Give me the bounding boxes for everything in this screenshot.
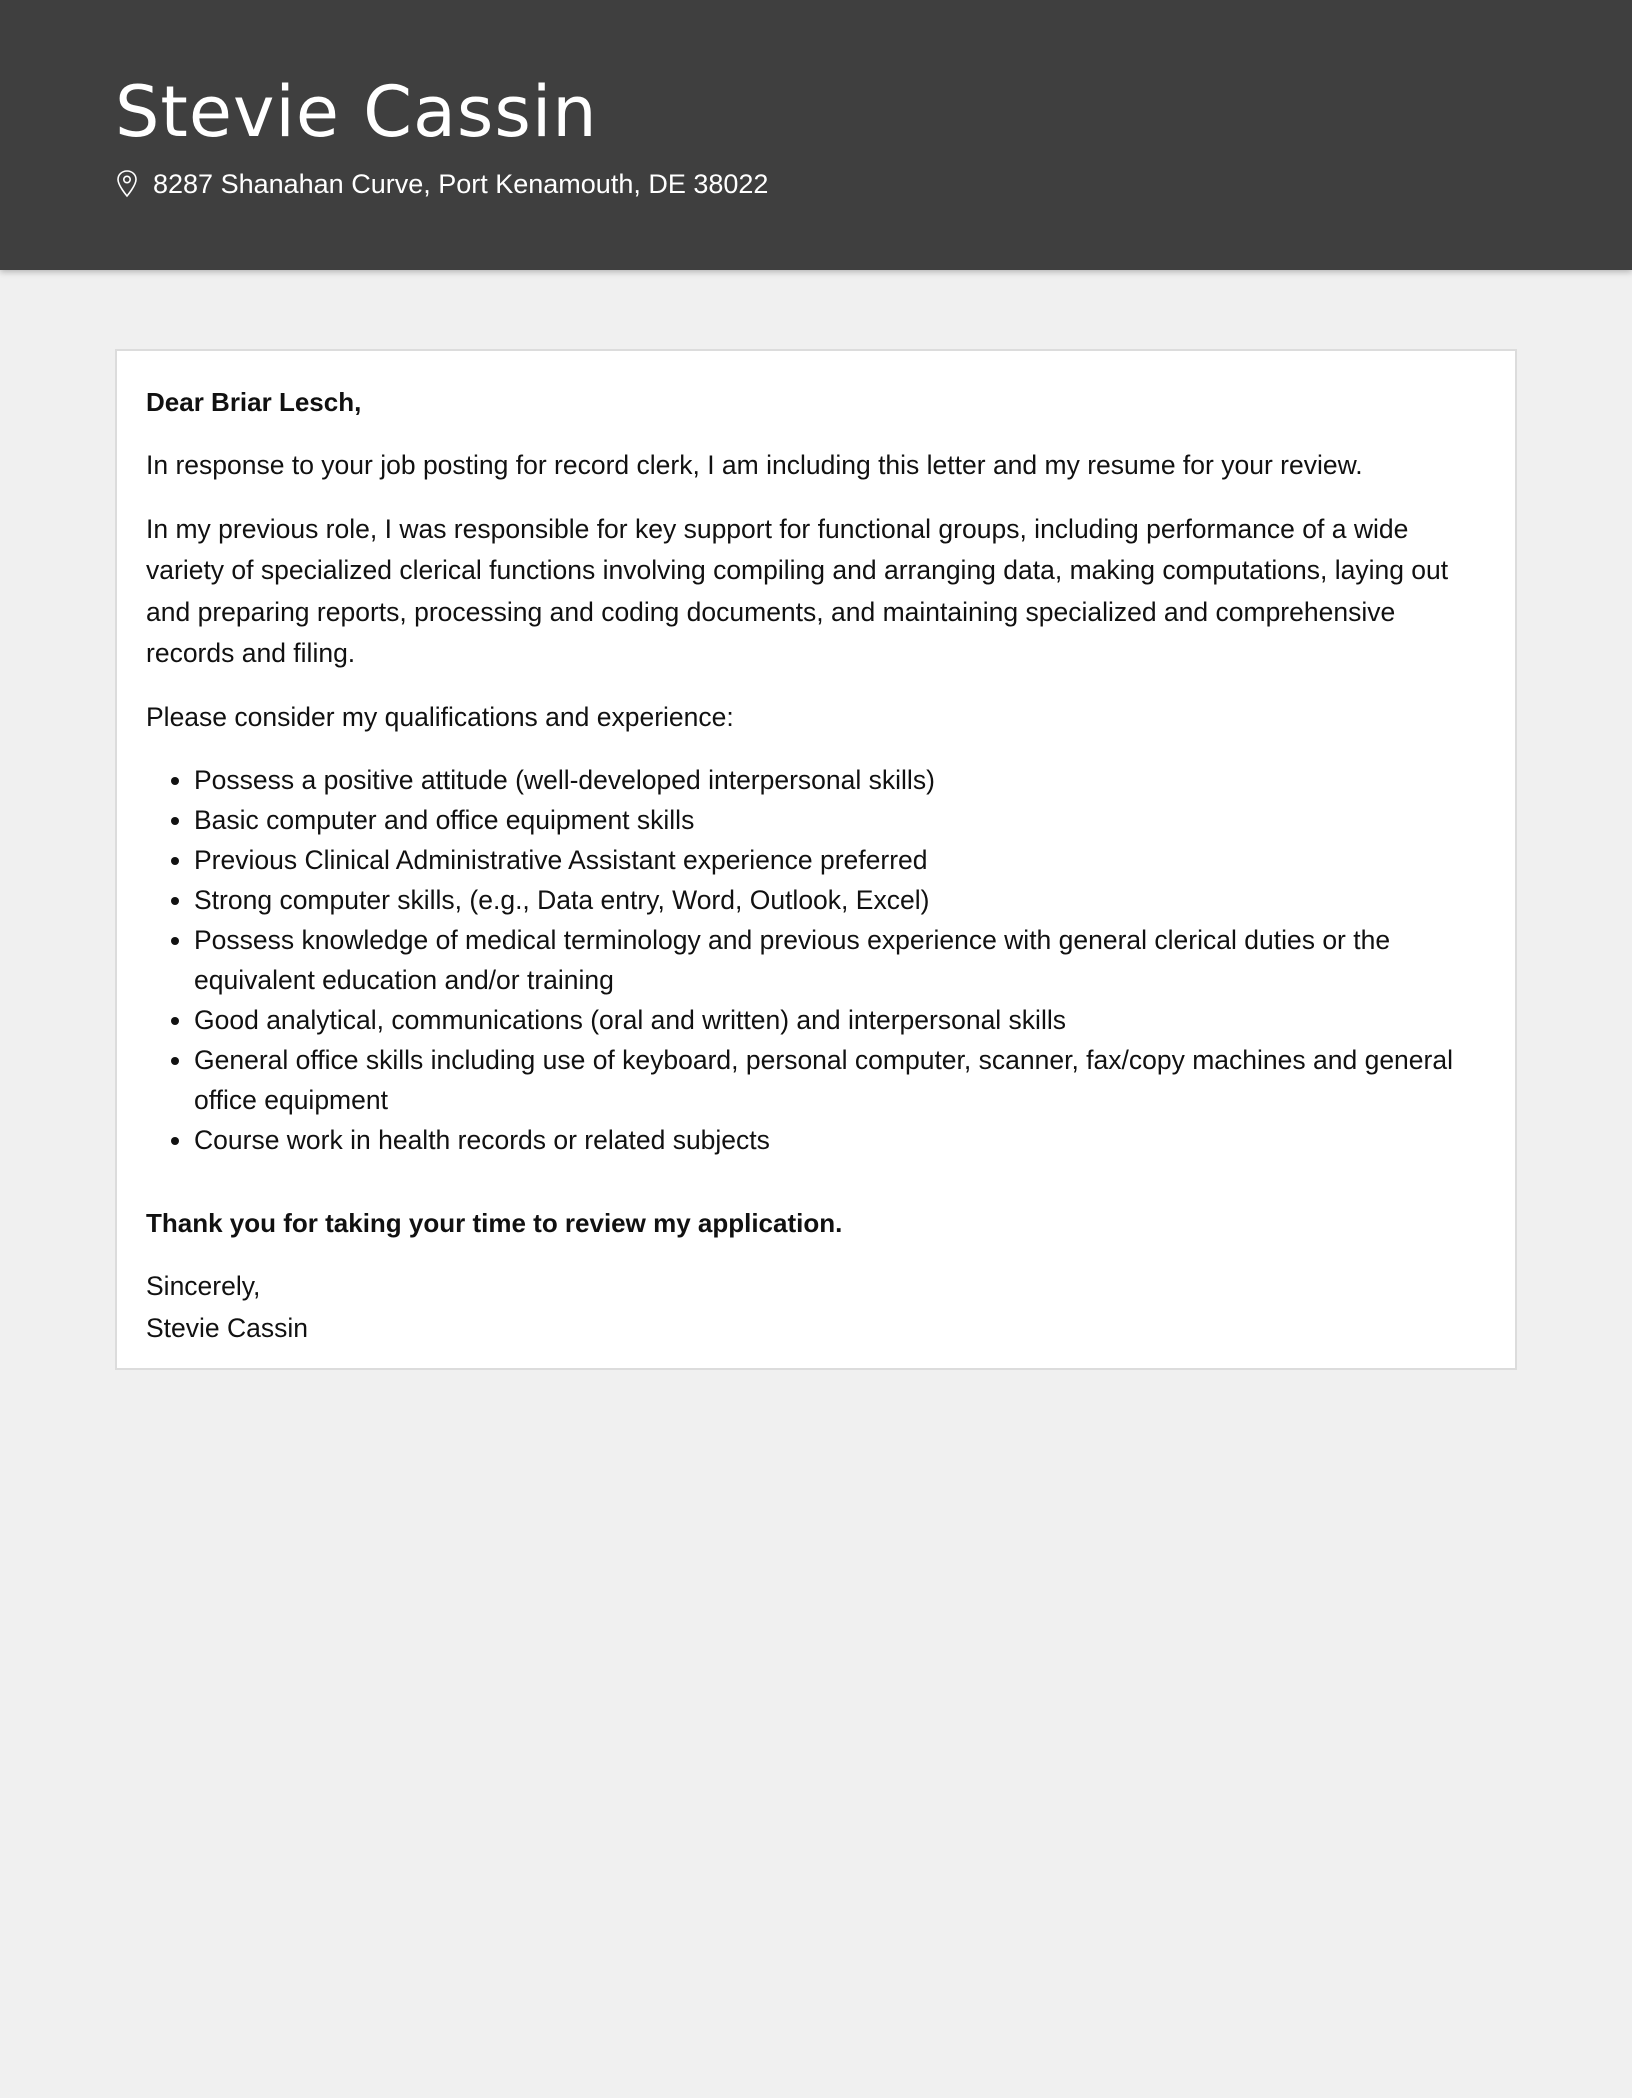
thank-you-line: Thank you for taking your time to review my application. bbox=[146, 1208, 843, 1238]
list-item: • Possess knowledge of medical terminology and previous experience with general clerical duties or the equivalent education and/or training bbox=[194, 920, 1485, 1000]
list-item: • Strong computer skills, (e.g., Data entry, Word, Outlook, Excel) bbox=[194, 880, 1485, 920]
signature-name: Stevie Cassin bbox=[146, 1312, 309, 1343]
closing-salutation: Sincerely, bbox=[146, 1271, 261, 1301]
list-item: • Good analytical, communications (oral and written) and interpersonal skills bbox=[194, 1000, 1485, 1040]
list-item: • Possess a positive attitude (well-developed interpersonal skills) bbox=[194, 760, 1485, 800]
list-item: • General office skills including use of keyboard, personal computer, scanner, fax/copy machines and general office equipment bbox=[194, 1040, 1485, 1120]
cover-letter-card bbox=[115, 349, 1517, 1370]
list-item: • Previous Clinical Administrative Assistant experience preferred bbox=[194, 840, 1485, 880]
experience-paragraph: In my previous role, I was responsible for key support for functional groups, including performance of a wide variety of specialized clerical functions involving compiling and arranging data, making computations, laying out and preparing reports, processing and coding documents, and maintaining specialized and comprehensive records and filing. bbox=[146, 513, 1449, 668]
qualifications-list bbox=[146, 760, 1485, 1160]
applicant-name: Stevie Cassin bbox=[115, 71, 598, 153]
qualifications-intro: Please consider my qualifications and experience: bbox=[146, 701, 734, 732]
intro-paragraph: In response to your job posting for record clerk, I am including this letter and my resume for your review. bbox=[146, 450, 1363, 480]
letter-greeting: Dear Briar Lesch, bbox=[146, 387, 362, 417]
list-item: • Course work in health records or related subjects bbox=[194, 1120, 1485, 1160]
page-header bbox=[0, 0, 1632, 270]
address-row bbox=[115, 164, 768, 204]
address-text: 8287 Shanahan Curve, Port Kenamouth, DE 38022 bbox=[153, 169, 769, 199]
list-item: • Basic computer and office equipment skills bbox=[194, 800, 1485, 840]
map-pin-icon bbox=[115, 169, 139, 199]
